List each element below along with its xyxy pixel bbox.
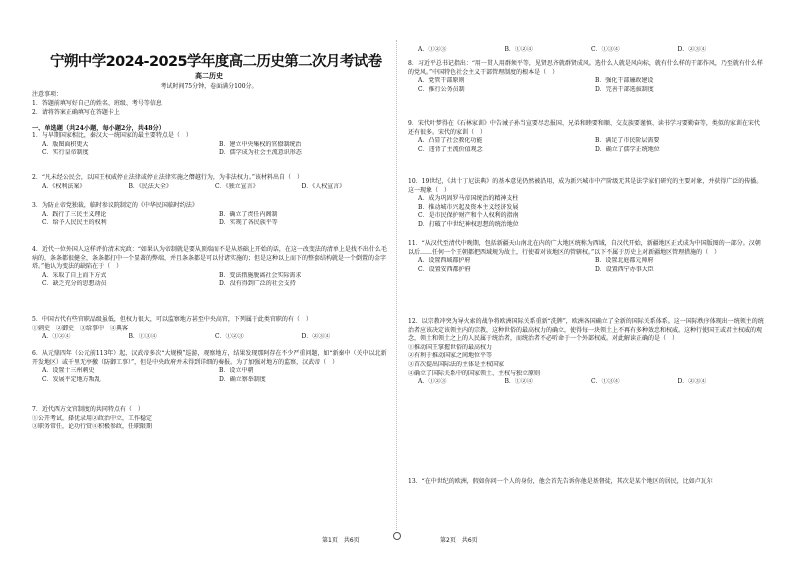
section-title: 一、单选题（共24小题，每小题2分，共48分）: [32, 125, 165, 132]
question-block: [408, 46, 764, 55]
question-option: B．①③④: [128, 333, 157, 341]
question-block: [408, 240, 764, 274]
options-grid: [42, 272, 388, 289]
question-option: B．《民法大全》: [128, 182, 172, 190]
question-option: D．没有得到广泛的社会支持: [219, 280, 296, 288]
question-option: C．给予人民民主的权利: [42, 219, 107, 227]
question-option: C．①③④: [591, 46, 620, 53]
question-stem: 7．近代西方文官制度的共同特点有（ ）: [32, 406, 144, 413]
question-statement: ①推动国王掌握世俗的最高权力: [408, 343, 493, 351]
question-option: B．①②④: [504, 46, 533, 53]
notes-heading: 注意事项：: [32, 91, 63, 98]
question-option: A．①②③: [418, 378, 447, 386]
options-grid: [42, 183, 388, 192]
question-option: C．实行皇帝制度: [42, 149, 89, 157]
question-option: C．缺乏充分的思想动员: [42, 280, 107, 288]
question-stem: 8．习近平总书记指出：“用一贯人用群须平等，见贤思齐就群贤成风。选什么人就是风向标，就有什么样的干部作风，乃至就有什么样的党风。”中国特色社会主义干部管理制度的根本是（ ）: [408, 60, 763, 76]
options-grid: [418, 137, 764, 154]
footer-right: 第2页 共6页: [440, 537, 478, 544]
notes-item: 1．答题前填写好自己的姓名、班级、考号等信息: [32, 100, 162, 107]
question-block: [408, 60, 764, 94]
question-option: A．①②③: [418, 46, 447, 53]
question-stem: 12．以宗教冲突为导火索的战争将欧洲国际关系重新“洗牌”，欧洲各国确立了全新的国际关系体系。这一国际秩序体现出一统领主的统治者应该决定该领主内的宗教，这种世俗的最高权力的确立，使得每一块领土上不再有多种效忠和权威。这种行使国王或君主权威的观念，领土和领土之上的人民属于统治者，而统治者不必听命于一个外部权威。对此解读正确的是（ ）: [408, 318, 764, 343]
binding-hole-icon: [393, 532, 401, 540]
question-statement: ③首次提出国际法的主体是主权国家: [408, 360, 505, 368]
options-grid: [418, 378, 764, 387]
question-option: D．《人权宣言》: [301, 182, 346, 190]
question-option: D．确立察举制度: [219, 375, 266, 383]
question-block: [32, 174, 388, 191]
question-option: B．设置北庭都元帅府: [595, 257, 654, 265]
question-block: [32, 132, 388, 158]
question-statement: ④确立了国际关系中的国家领土、主权与独立原则: [408, 369, 541, 377]
question-option: D．②③④: [677, 378, 707, 386]
question-option: D．打破了中世纪神权思想的统治地位: [418, 220, 519, 228]
question-option: A．践行了三民主义理论: [42, 210, 107, 218]
question-statement: ②有利于推动国家之间地位平等: [408, 352, 493, 360]
question-option: A．采取了自上而下方式: [42, 271, 107, 279]
question-option: A．成为巩固罗马帝国统治的精神支柱: [418, 195, 519, 203]
question-stem: 10．19世纪，《共十丁尼法典》的基本意见仍然被沿用，成为新兴城市中产阶级无其是法学家们研究的主要对象，并获得广泛的传播。这一现象（ ）: [408, 178, 763, 194]
question-option: D．完善干部选拔制度: [595, 85, 654, 93]
question-stem: 2．“凡未经公民会，以国王权威停止法律或停止法律实施之僭越行为，为非法权力。”该材料出自（ ）: [32, 174, 303, 181]
question-option: B．强化干部廉政建设: [595, 77, 654, 85]
question-option: A．设置西域都护府: [418, 257, 471, 265]
question-stem: 1．与早期国家相比，秦汉大一统国家的最主要特点是（ ）: [32, 132, 192, 139]
right-page: [404, 0, 766, 530]
exam-title: 宁朔中学2024-2025学年度高二历史第二次月考试卷: [50, 54, 382, 70]
question-option: C．《独立宣言》: [215, 182, 259, 190]
left-page: [28, 0, 390, 530]
question-option: A．凸显了社会教化功能: [418, 137, 483, 145]
question-option: D．②③④: [677, 46, 707, 53]
question-option: A．党管干部原则: [418, 77, 465, 85]
question-block: [408, 318, 764, 387]
question-option: A．①②④: [42, 333, 71, 341]
options-grid: [42, 367, 388, 384]
question-stem: 5．中国古代有些官职品级虽低，但权力很大，可以监察地方甚至中央高官，下列属于此类官职的有（ ）: [32, 316, 312, 323]
question-stem: 11．“从汉代至清代中晚期，包括新疆天山南北在内的广大地区统称为西域，自汉代开始，新疆地区正式成为中国版图的一部分。汉朝以后……任何一个王朝都把西域规为故土，行使着对该地区的管辖权。”以下不属于历史上对新疆地区管理措施的（ ）: [408, 240, 761, 256]
question-block: [32, 246, 388, 289]
question-option: C．①②③: [215, 333, 244, 341]
question-block: [32, 202, 388, 228]
question-block: [408, 120, 764, 154]
notes: [32, 90, 388, 117]
question-option: A．版图面积更大: [42, 140, 89, 148]
question-block: [408, 178, 764, 230]
question-option: C．设置安西都护府: [418, 265, 471, 273]
options-grid: [418, 257, 764, 274]
question-block: [32, 350, 388, 384]
question-stem: 13．“在中世纪的欧洲，假如你问一个人的身份，他会首先告诉你他是基督徒，其次是某个地区的居民，比如卢瓦尔: [408, 478, 713, 485]
question-option: D．儒学成为社会主流意识形态: [219, 149, 302, 157]
question-statement: ①刺史 ②御史 ③给事中 ④典客: [32, 324, 129, 332]
question-option: D．实现了各民族平等: [219, 219, 278, 227]
question-stem: 9．宋代叶梦得在《石林家训》中告诫子孙当宣要尽忠报国、兄弟和睦要和顺、交友族要谨慎、读书学习要勤奋等，类似的家训在宋代还有很多。宋代的家训（ ）: [408, 120, 760, 136]
page-divider: [396, 40, 397, 530]
question-option: B．建立中央集权的官僚制统治: [219, 140, 302, 148]
options-grid: [42, 333, 388, 342]
question-option: B．①②④: [504, 378, 533, 386]
question-option: C．①③④: [591, 378, 620, 386]
question-option: C．是市民保护财产和个人权利的指南: [418, 212, 519, 220]
options-grid: [418, 46, 764, 55]
question-option: B．确立了责任内阁制: [219, 210, 278, 218]
options-grid: [418, 77, 764, 94]
question-option: C．违背了主流价值观念: [418, 145, 483, 153]
question-option: C．发展平定地方叛乱: [42, 375, 101, 383]
question-stem: 4．近代一位外国人这样评价清末宪政：“如果认为帝制就是要从顶端而不是从基础上开始的话，在这一改变法的清单上是找不出什么毛病的，条条都很健全，条条都打中一个显著的弊端，并且条条都是可以付诸实施的；但是这种以上而下的整套结构就是一个倒置的金字塔。”他认为变法的缺陷在于（ ）: [32, 246, 387, 271]
question-option: D．确立了儒学正统地位: [595, 145, 660, 153]
question-statement: ①公开考试，择优录用②政治中立，工作稳定: [32, 414, 153, 422]
question-block: [32, 316, 388, 342]
question-option: B．变法措施脱离社会实际需求: [219, 271, 302, 279]
options-grid: [42, 141, 388, 158]
exam-meta: 考试时间75分钟，卷面满分100分。: [160, 83, 258, 90]
question-stem: 6．从元鼎四年（公元前113年）起，汉武帝多次“大规模”巡游，观察地方，结果发现那阿存在不少严重问题，如“新秦中（关中以北新开发地区）或千里无亭徼（防御工事）”，但是中央政府并未得到详细的奏报。为了加强对地方的监察，汉武帝（ ）: [32, 350, 387, 366]
question-statement: ③职务常任，论功行赏④积极参政，任职限期: [32, 423, 153, 431]
question-option: B．设立中朝: [219, 367, 254, 375]
footer-left: 第1页 共6页: [322, 537, 360, 544]
question-option: A．《权利法案》: [42, 182, 86, 190]
question-option: B．满足了市民阶层需要: [595, 137, 660, 145]
notes-item: 2．请将答案正确填写在答题卡上: [32, 109, 120, 116]
options-grid: [42, 211, 388, 228]
question-option: C．推行公务员制: [418, 85, 465, 93]
question-option: A．设置十三州刺史: [42, 367, 95, 375]
question-block: [32, 406, 388, 432]
question-option: B．推动城市兴起及资本主义经济发展: [418, 203, 519, 211]
question-option: D．设置西宁办事大臣: [595, 265, 654, 273]
question-stem: 3．为防止帝党独裁，临时参议院制定的《中华民国临时约法》: [32, 202, 198, 209]
exam-subtitle: 高二历史: [195, 71, 223, 80]
question-option: D．②③④: [301, 333, 331, 341]
question-block: [408, 478, 764, 487]
